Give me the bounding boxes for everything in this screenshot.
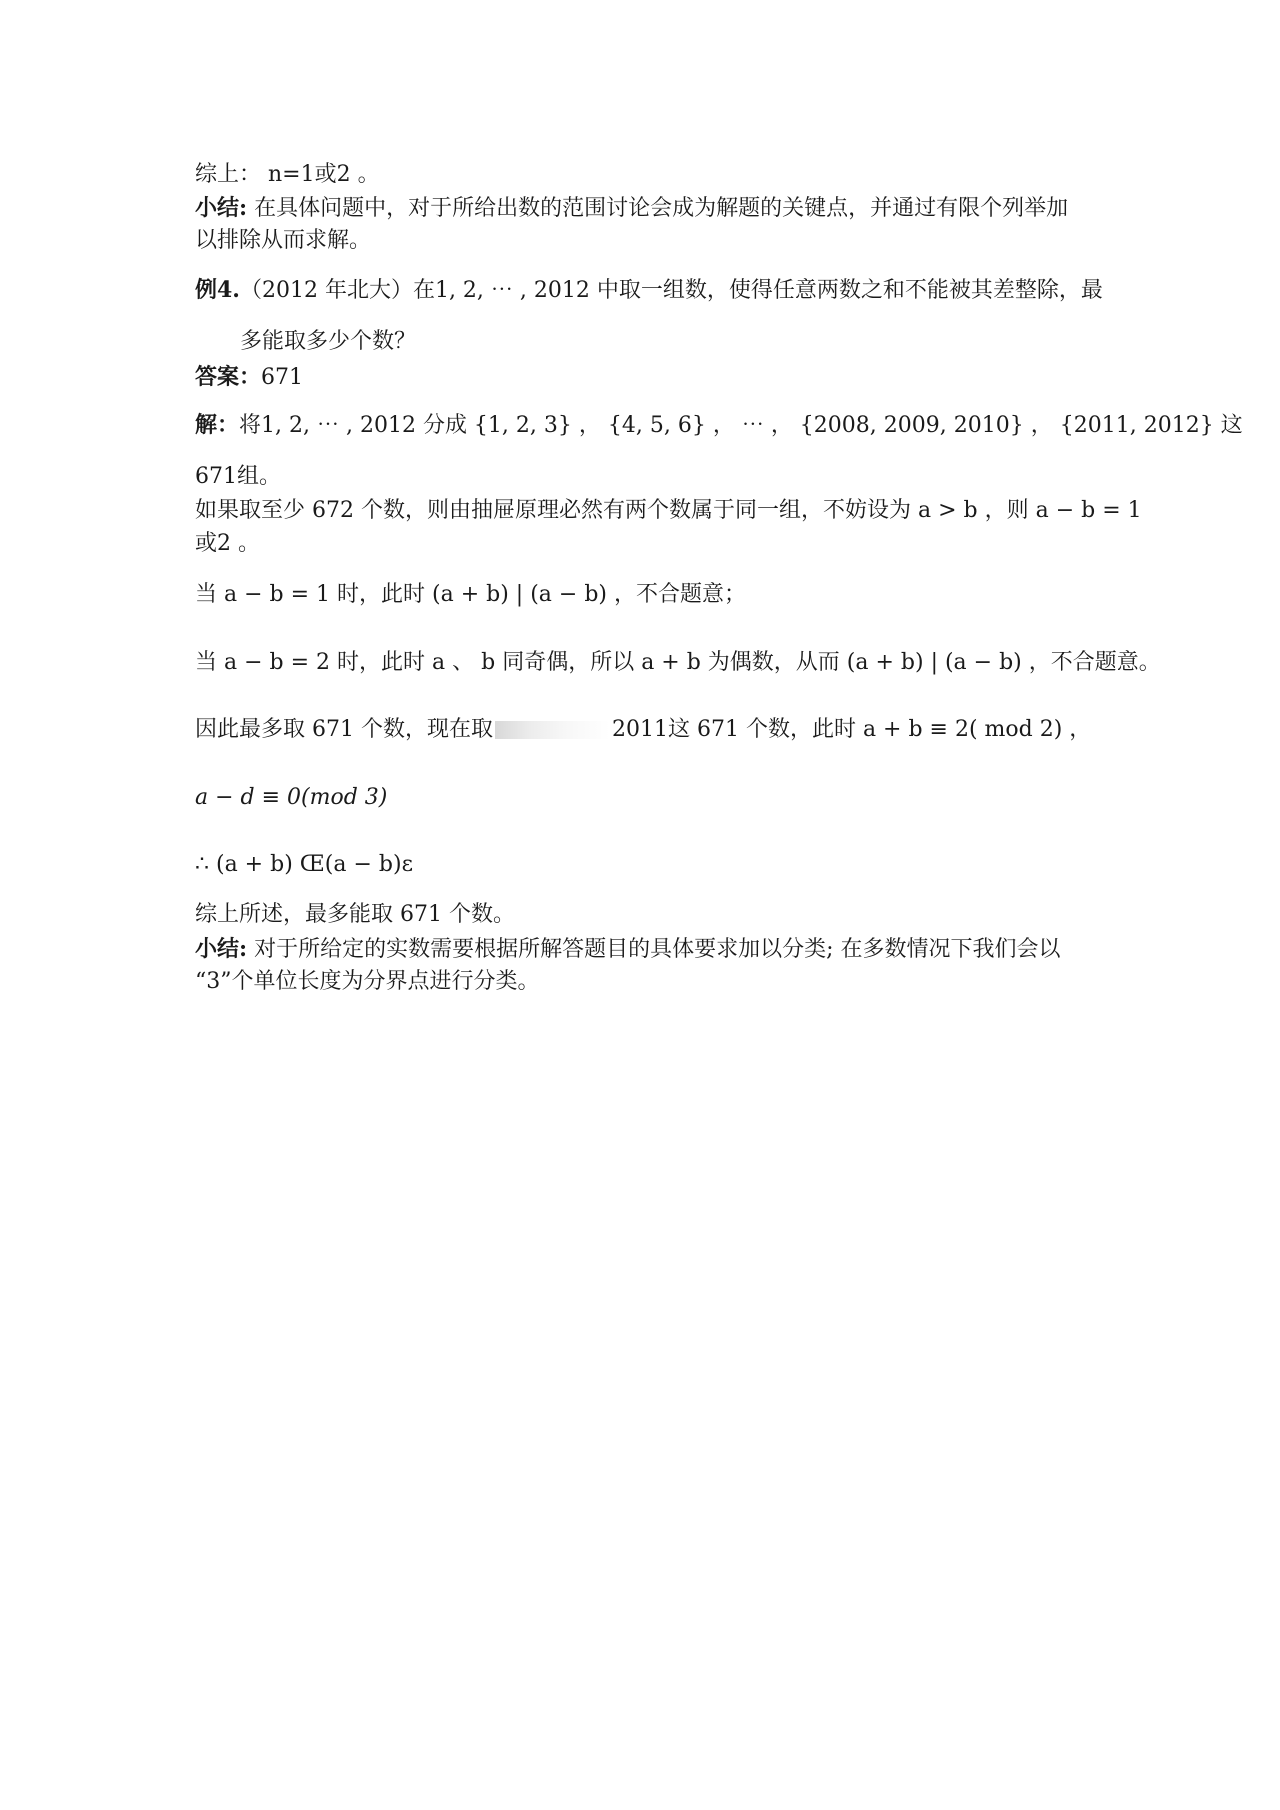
summary2-line-2 xyxy=(195,967,1095,997)
solution-line-1 xyxy=(195,410,1243,441)
therefore-text-a: 因此最多取 671 个数，现在取 xyxy=(195,717,493,742)
blurred-region xyxy=(495,721,610,739)
summary-label: 小结: xyxy=(195,195,248,221)
solution-text: 将1, 2, ⋯ , 2012 分成 {1, 2, 3} ， {4, 5, 6} ， ⋯ ， {2008, 2009, 2010} ， {2011, 2012} 这 xyxy=(239,413,1243,438)
pigeonhole-text: 如果取至少 672 个数，则由抽屉原理必然有两个数属于同一组，不妨设为 a > b ，则 a − b = 1 xyxy=(195,498,1142,523)
example-question-cont: 多能取多少个数？ xyxy=(240,329,417,354)
case-2-text: 当 a − b = 2 时，此时 a 、 b 同奇偶，所以 a + b 为偶数，从而 (a + b) | (a − b) ，不合题意。 xyxy=(195,650,1161,675)
solution-groups: 671组。 xyxy=(195,464,281,489)
summary-line-1 xyxy=(195,193,1095,224)
summary2-line-1 xyxy=(195,934,1095,965)
solution-line-3 xyxy=(195,496,1142,526)
congruence-text: a − d ≡ 0(mod 3) xyxy=(195,785,388,810)
solution-line-4 xyxy=(195,529,1095,559)
conclusion-line xyxy=(195,160,1095,190)
summary-line-2 xyxy=(195,226,1095,256)
hence-line xyxy=(195,850,1095,880)
example-label: 例4. xyxy=(195,277,240,303)
answer-label: 答案： xyxy=(195,364,262,390)
summary2-text: 对于所给定的实数需要根据所解答题目的具体要求加以分类; 在多数情况下我们会以 xyxy=(247,937,1061,962)
final-conclusion-text: 综上所述，最多能取 671 个数。 xyxy=(195,902,515,927)
congruence-line xyxy=(195,783,1095,813)
hence-text: ∴ (a + b) Œ(a − b)ε xyxy=(195,852,413,877)
summary2-text-cont: “3”个单位长度为分界点进行分类。 xyxy=(195,969,540,994)
pigeonhole-text-cont: 或2 。 xyxy=(195,531,260,556)
solution-line-2 xyxy=(195,462,1095,492)
summary-text: 在具体问题中，对于所给出数的范围讨论会成为解题的关键点，并通过有限个列举加 xyxy=(247,196,1069,221)
case-2-line xyxy=(195,648,1161,678)
summary-text-cont: 以排除从而求解。 xyxy=(195,228,372,253)
therefore-line xyxy=(195,715,1095,745)
example-question-cont-line xyxy=(240,327,1140,357)
example-question: （2012 年北大）在1, 2, ⋯ , 2012 中取一组数，使得任意两数之和不能被其差整除，最 xyxy=(239,278,1103,303)
summary2-label: 小结: xyxy=(195,936,248,962)
case-1-text: 当 a − b = 1 时，此时 (a + b) | (a − b) ，不合题意； xyxy=(195,582,746,607)
final-conclusion-line xyxy=(195,900,1095,930)
solution-label: 解： xyxy=(195,412,240,438)
conclusion-text: 综上： n=1或2 。 xyxy=(195,162,380,187)
answer-value: 671 xyxy=(261,365,304,390)
answer-line xyxy=(195,362,1095,393)
example-heading xyxy=(195,275,1103,306)
case-1-line xyxy=(195,580,1095,610)
therefore-text-b: 2011这 671 个数，此时 a + b ≡ 2( mod 2) ， xyxy=(611,717,1092,742)
